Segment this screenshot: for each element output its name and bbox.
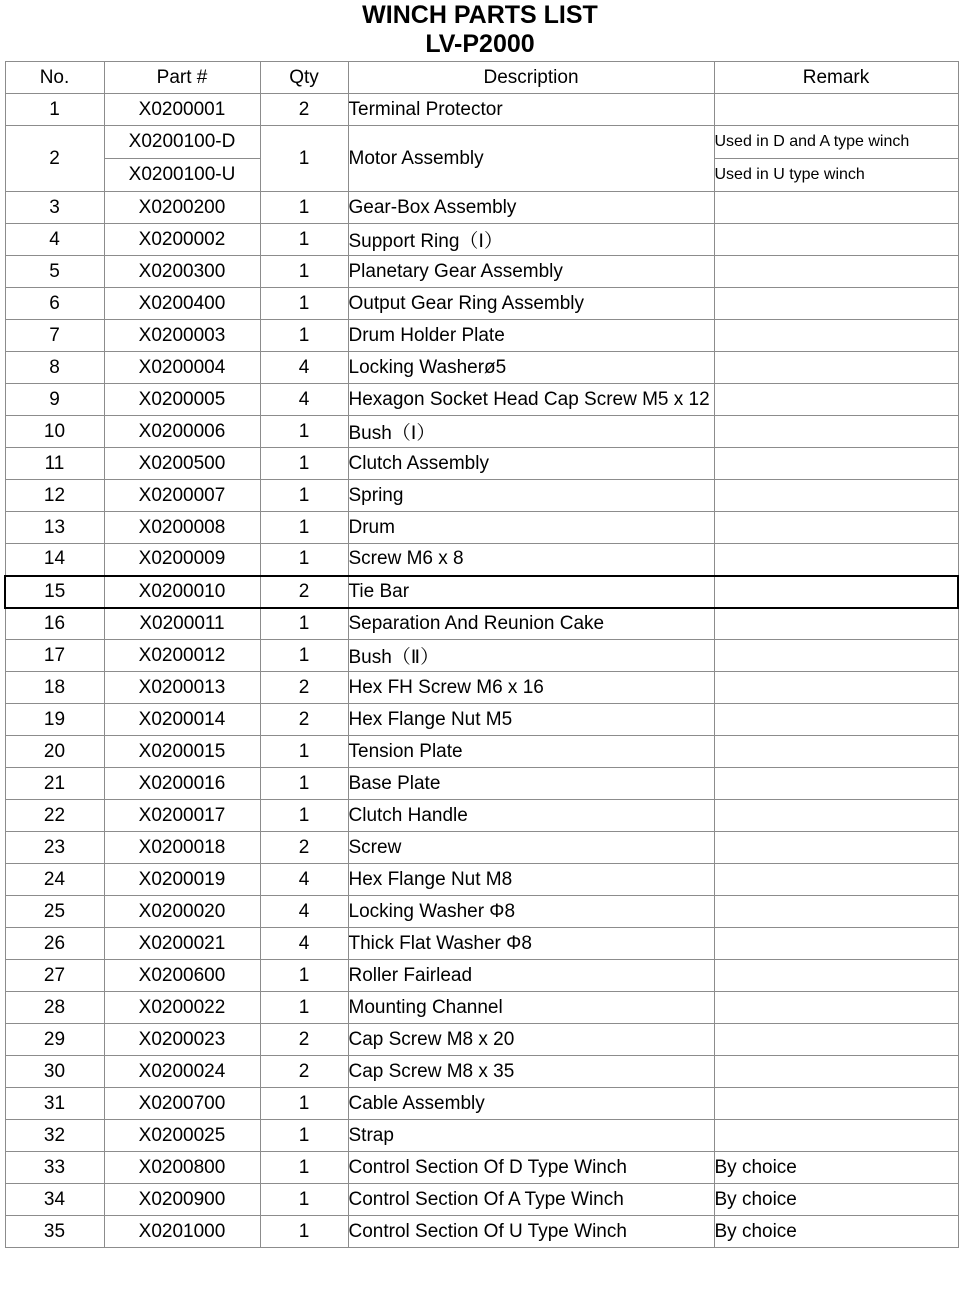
table-row	[5, 416, 958, 448]
cell-description: Control Section Of U Type Winch	[348, 1216, 714, 1248]
cell-description: Bush（Ⅰ）	[348, 416, 714, 448]
page-title: WINCH PARTS LIST	[362, 1, 598, 29]
cell-qty: 1	[260, 288, 348, 320]
cell-no: 32	[5, 1120, 104, 1152]
cell-qty: 1	[260, 416, 348, 448]
cell-part: X0200100-D	[104, 126, 260, 159]
cell-no: 6	[5, 288, 104, 320]
cell-qty: 2	[260, 672, 348, 704]
cell-remark: Used in U type winch	[714, 159, 958, 192]
cell-no: 15	[5, 576, 104, 608]
cell-qty: 1	[260, 992, 348, 1024]
cell-description: Separation And Reunion Cake	[348, 608, 714, 640]
column-header-no: No.	[5, 62, 104, 94]
cell-description: Hexagon Socket Head Cap Screw M5 x 12	[348, 384, 714, 416]
cell-description: Screw M6 x 8	[348, 544, 714, 576]
cell-qty: 1	[260, 256, 348, 288]
cell-part: X0200016	[104, 768, 260, 800]
cell-no: 25	[5, 896, 104, 928]
cell-part: X0200019	[104, 864, 260, 896]
cell-part: X0200007	[104, 480, 260, 512]
cell-part: X0200900	[104, 1184, 260, 1216]
cell-part: X0200002	[104, 224, 260, 256]
table-row	[5, 736, 958, 768]
cell-remark	[714, 576, 958, 608]
cell-part: X0200014	[104, 704, 260, 736]
cell-part: X0200012	[104, 640, 260, 672]
cell-part: X0200020	[104, 896, 260, 928]
cell-remark	[714, 256, 958, 288]
cell-no: 1	[5, 94, 104, 126]
cell-remark	[714, 832, 958, 864]
cell-part: X0200200	[104, 192, 260, 224]
cell-qty: 1	[260, 960, 348, 992]
cell-description: Locking Washerø5	[348, 352, 714, 384]
cell-no: 22	[5, 800, 104, 832]
cell-qty: 1	[260, 320, 348, 352]
cell-description: Mounting Channel	[348, 992, 714, 1024]
cell-qty: 1	[260, 1216, 348, 1248]
cell-part: X0200005	[104, 384, 260, 416]
cell-no: 5	[5, 256, 104, 288]
cell-qty: 2	[260, 1056, 348, 1088]
cell-description: Control Section Of A Type Winch	[348, 1184, 714, 1216]
cell-qty: 1	[260, 640, 348, 672]
table-row	[5, 864, 958, 896]
cell-description: Output Gear Ring Assembly	[348, 288, 714, 320]
cell-remark	[714, 1088, 958, 1120]
cell-no: 9	[5, 384, 104, 416]
cell-part: X0200024	[104, 1056, 260, 1088]
cell-description: Bush（Ⅱ）	[348, 640, 714, 672]
table-row	[5, 800, 958, 832]
table-row	[5, 480, 958, 512]
table-row	[5, 992, 958, 1024]
cell-remark: By choice	[714, 1184, 958, 1216]
cell-remark	[714, 928, 958, 960]
table-row	[5, 384, 958, 416]
cell-description: Cable Assembly	[348, 1088, 714, 1120]
cell-qty: 4	[260, 384, 348, 416]
cell-qty: 1	[260, 126, 348, 192]
cell-no: 2	[5, 126, 104, 192]
table-row	[5, 288, 958, 320]
cell-description: Support Ring（Ⅰ）	[348, 224, 714, 256]
cell-part: X0200009	[104, 544, 260, 576]
cell-qty: 1	[260, 192, 348, 224]
title-block	[0, 0, 960, 59]
table-row	[5, 192, 958, 224]
cell-qty: 1	[260, 608, 348, 640]
column-header-remark: Remark	[714, 62, 958, 94]
table-header-row	[5, 62, 958, 94]
cell-description: Cap Screw M8 x 20	[348, 1024, 714, 1056]
cell-description: Motor Assembly	[348, 126, 714, 192]
cell-qty: 4	[260, 864, 348, 896]
cell-qty: 4	[260, 352, 348, 384]
cell-description: Screw	[348, 832, 714, 864]
table-row	[5, 224, 958, 256]
table-row	[5, 1216, 958, 1248]
cell-qty: 1	[260, 1152, 348, 1184]
cell-description: Drum Holder Plate	[348, 320, 714, 352]
cell-description: Tension Plate	[348, 736, 714, 768]
cell-qty: 4	[260, 896, 348, 928]
cell-no: 31	[5, 1088, 104, 1120]
cell-no: 34	[5, 1184, 104, 1216]
cell-qty: 2	[260, 94, 348, 126]
table-row	[5, 896, 958, 928]
cell-description: Tie Bar	[348, 576, 714, 608]
table-row	[5, 320, 958, 352]
table-row	[5, 94, 958, 126]
cell-description: Clutch Assembly	[348, 448, 714, 480]
cell-qty: 2	[260, 1024, 348, 1056]
cell-description: Terminal Protector	[348, 94, 714, 126]
cell-remark	[714, 608, 958, 640]
cell-qty: 4	[260, 928, 348, 960]
cell-no: 33	[5, 1152, 104, 1184]
model-number: LV-P2000	[425, 30, 535, 58]
cell-part: X0200021	[104, 928, 260, 960]
cell-no: 3	[5, 192, 104, 224]
table-row	[5, 928, 958, 960]
cell-part: X0200003	[104, 320, 260, 352]
table-row	[5, 448, 958, 480]
table-row	[5, 1184, 958, 1216]
cell-qty: 2	[260, 576, 348, 608]
cell-part: X0200022	[104, 992, 260, 1024]
cell-part: X0200004	[104, 352, 260, 384]
cell-part: X0200500	[104, 448, 260, 480]
cell-part: X0201000	[104, 1216, 260, 1248]
cell-qty: 1	[260, 1184, 348, 1216]
table-row	[5, 960, 958, 992]
cell-part: X0200011	[104, 608, 260, 640]
cell-description: Thick Flat Washer Φ8	[348, 928, 714, 960]
cell-remark	[714, 512, 958, 544]
table-row	[5, 1120, 958, 1152]
cell-no: 20	[5, 736, 104, 768]
cell-no: 23	[5, 832, 104, 864]
cell-remark	[714, 192, 958, 224]
cell-part: X0200025	[104, 1120, 260, 1152]
cell-remark	[714, 416, 958, 448]
cell-remark	[714, 768, 958, 800]
cell-description: Spring	[348, 480, 714, 512]
cell-remark	[714, 1120, 958, 1152]
cell-no: 17	[5, 640, 104, 672]
cell-qty: 1	[260, 448, 348, 480]
cell-remark	[714, 960, 958, 992]
cell-no: 30	[5, 1056, 104, 1088]
cell-description: Hex Flange Nut M8	[348, 864, 714, 896]
table-row	[5, 1056, 958, 1088]
cell-description: Planetary Gear Assembly	[348, 256, 714, 288]
table-row	[5, 544, 958, 576]
cell-remark	[714, 94, 958, 126]
table-row	[5, 768, 958, 800]
cell-qty: 1	[260, 800, 348, 832]
cell-remark	[714, 352, 958, 384]
cell-description: Roller Fairlead	[348, 960, 714, 992]
cell-part: X0200400	[104, 288, 260, 320]
cell-part: X0200017	[104, 800, 260, 832]
cell-description: Hex FH Screw M6 x 16	[348, 672, 714, 704]
table-row	[5, 1024, 958, 1056]
cell-no: 27	[5, 960, 104, 992]
cell-remark	[714, 448, 958, 480]
cell-no: 26	[5, 928, 104, 960]
cell-qty: 1	[260, 544, 348, 576]
cell-part: X0200700	[104, 1088, 260, 1120]
cell-no: 16	[5, 608, 104, 640]
cell-remark: By choice	[714, 1152, 958, 1184]
cell-part: X0200100-U	[104, 159, 260, 192]
cell-qty: 1	[260, 736, 348, 768]
cell-part: X0200015	[104, 736, 260, 768]
cell-qty: 1	[260, 480, 348, 512]
cell-remark	[714, 544, 958, 576]
cell-part: X0200013	[104, 672, 260, 704]
cell-no: 7	[5, 320, 104, 352]
cell-part: X0200300	[104, 256, 260, 288]
cell-no: 14	[5, 544, 104, 576]
cell-remark	[714, 640, 958, 672]
cell-no: 10	[5, 416, 104, 448]
cell-remark: Used in D and A type winch	[714, 126, 958, 159]
cell-no: 19	[5, 704, 104, 736]
cell-remark	[714, 320, 958, 352]
table-row	[5, 640, 958, 672]
cell-no: 4	[5, 224, 104, 256]
column-header-part: Part #	[104, 62, 260, 94]
table-row	[5, 512, 958, 544]
cell-remark	[714, 384, 958, 416]
table-row	[5, 126, 958, 159]
cell-remark	[714, 224, 958, 256]
cell-remark	[714, 1024, 958, 1056]
cell-qty: 1	[260, 224, 348, 256]
cell-qty: 2	[260, 832, 348, 864]
cell-description: Clutch Handle	[348, 800, 714, 832]
cell-remark	[714, 736, 958, 768]
parts-table	[4, 61, 959, 1248]
cell-description: Base Plate	[348, 768, 714, 800]
cell-no: 35	[5, 1216, 104, 1248]
cell-qty: 2	[260, 704, 348, 736]
cell-remark	[714, 288, 958, 320]
cell-remark	[714, 704, 958, 736]
cell-part: X0200023	[104, 1024, 260, 1056]
cell-description: Strap	[348, 1120, 714, 1152]
cell-remark	[714, 1056, 958, 1088]
table-row	[5, 1088, 958, 1120]
cell-description: Gear-Box Assembly	[348, 192, 714, 224]
cell-no: 13	[5, 512, 104, 544]
table-row	[5, 1152, 958, 1184]
cell-no: 24	[5, 864, 104, 896]
cell-description: Hex Flange Nut M5	[348, 704, 714, 736]
table-row	[5, 576, 958, 608]
cell-description: Locking Washer Φ8	[348, 896, 714, 928]
cell-qty: 1	[260, 1120, 348, 1152]
cell-remark	[714, 480, 958, 512]
cell-qty: 1	[260, 768, 348, 800]
cell-part: X0200001	[104, 94, 260, 126]
table-row	[5, 672, 958, 704]
table-row	[5, 608, 958, 640]
cell-remark	[714, 992, 958, 1024]
cell-no: 8	[5, 352, 104, 384]
cell-no: 28	[5, 992, 104, 1024]
cell-part: X0200006	[104, 416, 260, 448]
table-row	[5, 704, 958, 736]
cell-part: X0200600	[104, 960, 260, 992]
cell-part: X0200008	[104, 512, 260, 544]
column-header-qty: Qty	[260, 62, 348, 94]
cell-remark: By choice	[714, 1216, 958, 1248]
table-row	[5, 256, 958, 288]
table-row	[5, 352, 958, 384]
cell-description: Drum	[348, 512, 714, 544]
cell-qty: 1	[260, 1088, 348, 1120]
cell-no: 18	[5, 672, 104, 704]
cell-qty: 1	[260, 512, 348, 544]
cell-no: 11	[5, 448, 104, 480]
cell-remark	[714, 672, 958, 704]
cell-no: 12	[5, 480, 104, 512]
cell-description: Cap Screw M8 x 35	[348, 1056, 714, 1088]
cell-remark	[714, 864, 958, 896]
cell-part: X0200018	[104, 832, 260, 864]
cell-remark	[714, 896, 958, 928]
cell-part: X0200800	[104, 1152, 260, 1184]
cell-no: 21	[5, 768, 104, 800]
cell-no: 29	[5, 1024, 104, 1056]
cell-remark	[714, 800, 958, 832]
column-header-description: Description	[348, 62, 714, 94]
cell-part: X0200010	[104, 576, 260, 608]
table-row	[5, 832, 958, 864]
cell-description: Control Section Of D Type Winch	[348, 1152, 714, 1184]
